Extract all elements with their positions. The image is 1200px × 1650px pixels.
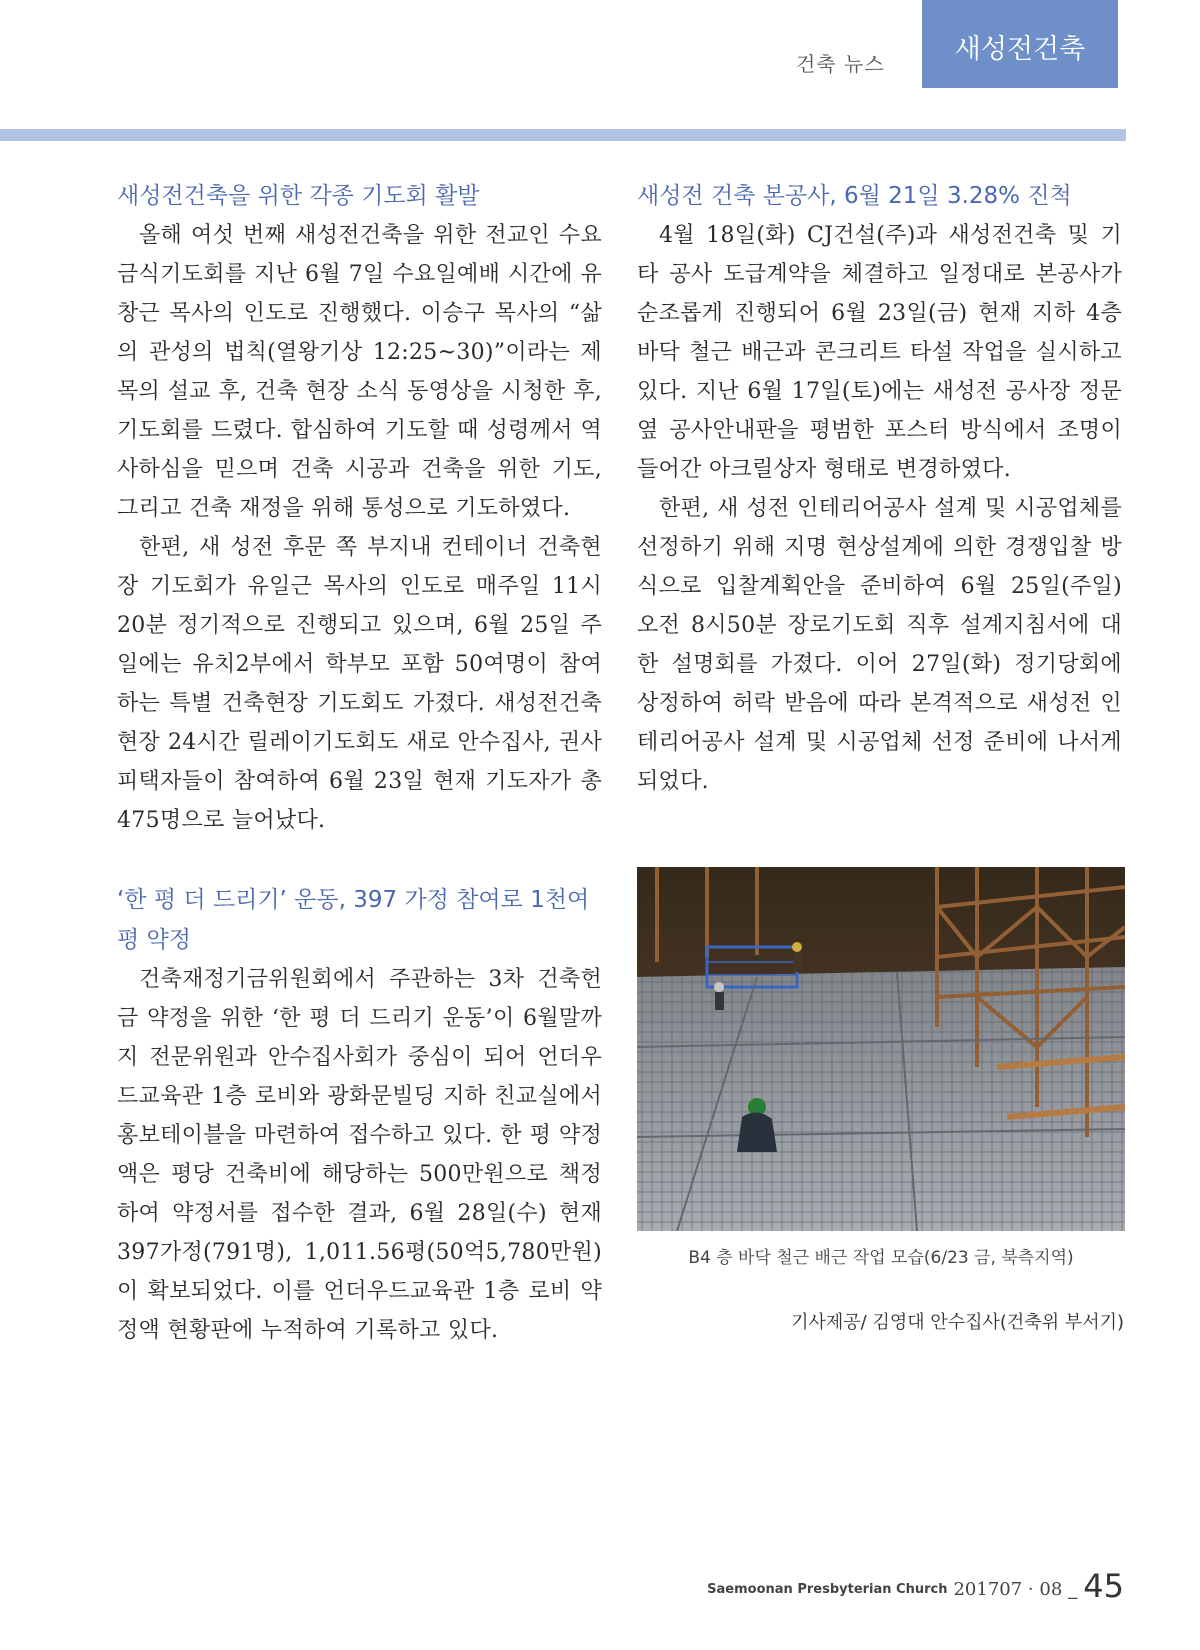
page-footer <box>707 1567 1124 1605</box>
article-heading: 새성전건축을 위한 각종 기도회 활발 <box>117 183 480 209</box>
section-tab-label: 새성전건축 <box>954 33 1086 65</box>
spacer <box>117 840 602 880</box>
article-paragraph: 한편, 새 성전 후문 쪽 부지내 컨테이너 건축현장 기도회가 유일근 목사의 인도로 매주일 11시 20분 정기적으로 진행되고 있으며, 6월 25일 주일에는 유치2부에서 학부모 포함 50여명이 참여하는 특별 건축현장 기도회도 가졌다. 새성전건축 현장 24시간 릴레이기도회도 새로 안수집사, 권사 피택자들이 참여하여 6월 23일 현재 기도자가 총 475명으로 늘어났다. <box>117 535 602 833</box>
page-number: 45 <box>1083 1567 1124 1605</box>
article-paragraph: 한편, 새 성전 인테리어공사 설계 및 시공업체를 선정하기 위해 지명 현상설계에 의한 경쟁입찰 방식으로 입찰계획안을 준비하여 6월 25일(주일) 오전 8시50분 장로기도회 직후 설계지침서에 대한 설명회를 가졌다. 이어 27일(화) 정기당회에 상정하여 허락 받음에 따라 본격적으로 새성전 인테리어공사 설계 및 시공업체 선정 준비에 나서게 되었다. <box>637 496 1122 794</box>
footer-separator: _ <box>1068 1579 1078 1600</box>
issue-number: 201707 · 08 <box>953 1579 1063 1600</box>
construction-photo-graphic <box>637 867 1125 1231</box>
left-column <box>117 176 602 1350</box>
photo-caption: B4 층 바닥 철근 배근 작업 모습(6/23 금, 북측지역) <box>688 1248 1074 1268</box>
header-rule <box>0 129 1126 141</box>
section-tab <box>922 0 1118 88</box>
article-heading: ‘한 평 더 드리기’ 운동, 397 가정 참여로 1천여 평 약정 <box>117 887 590 953</box>
article-credit: 기사제공/ 김영대 안수집사(건축위 부서기) <box>791 1312 1124 1333</box>
article-paragraph: 4월 18일(화) CJ건설(주)과 새성전건축 및 기타 공사 도급계약을 체결하고 일정대로 본공사가 순조롭게 진행되어 6월 23일(금) 현재 지하 4층 바닥 철근 배근과 콘크리트 타설 작업을 실시하고 있다. 지난 6월 17일(토)에는 새성전 공사장 정문 옆 공사안내판을 평범한 포스터 방식에서 조명이 들어간 아크릴상자 형태로 변경하였다. <box>637 223 1122 482</box>
article-paragraph: 건축재정기금위원회에서 주관하는 3차 건축헌금 약정을 위한 ‘한 평 더 드리기 운동’이 6월말까지 전문위원과 안수집사회가 중심이 되어 언더우드교육관 1층 로비와 광화문빌딩 지하 친교실에서 홍보테이블을 마련하여 접수하고 있다. 한 평 약정액은 평당 건축비에 해당하는 500만원으로 책정하여 약정서를 접수한 결과, 6월 28일(수) 현재 397가정(791명), 1,011.56평(50억5,780만원)이 확보되었다. 이를 언더우드교육관 1층 로비 약정액 현황판에 누적하여 기록하고 있다. <box>117 967 602 1343</box>
church-name: Saemoonan Presbyterian Church <box>707 1582 948 1597</box>
article-heading: 새성전 건축 본공사, 6월 21일 3.28% 진척 <box>637 183 1072 209</box>
article-paragraph: 올해 여섯 번째 새성전건축을 위한 전교인 수요 금식기도회를 지난 6월 7일 수요일예배 시간에 유창근 목사의 인도로 진행했다. 이승구 목사의 “삶의 관성의 법칙(열왕기상 12:25~30)”이라는 제목의 설교 후, 건축 현장 소식 동영상을 시청한 후, 기도회를 드렸다. 합심하여 기도할 때 성령께서 역사하심을 믿으며 건축 시공과 건축을 위한 기도, 그리고 건축 재정을 위해 통성으로 기도하였다. <box>117 223 602 521</box>
section-label: 건축 뉴스 <box>796 52 885 76</box>
right-column <box>637 176 1122 801</box>
construction-photo <box>637 867 1125 1231</box>
